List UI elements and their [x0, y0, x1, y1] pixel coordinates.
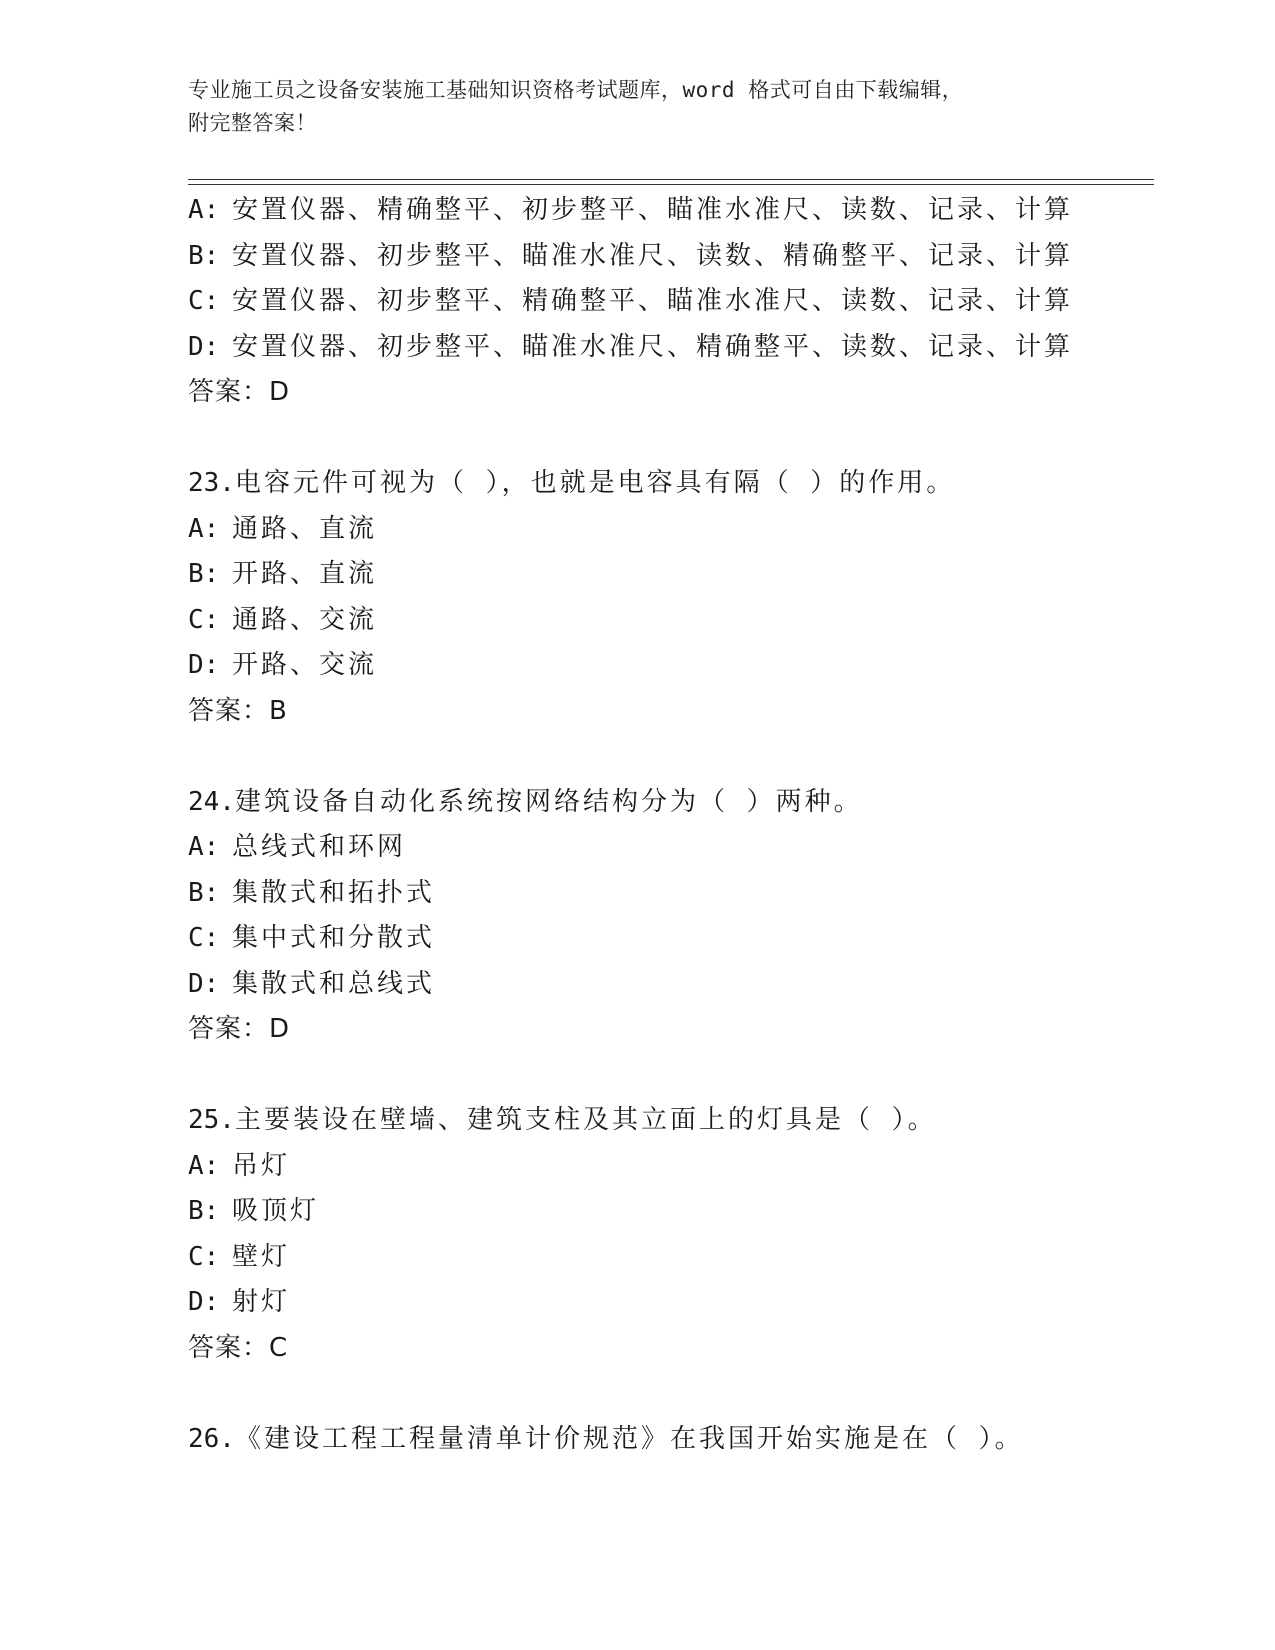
question-25 — [188, 1098, 1168, 1371]
spacer — [188, 1371, 1168, 1417]
answer: 答案：B — [188, 695, 288, 726]
question-text: 《建设工程工程量清单计价规范》在我国开始实施是在（ ）。 — [234, 1423, 1024, 1454]
option-b — [188, 552, 1168, 598]
option-a — [188, 1144, 1168, 1190]
option-text: 安置仪器、初步整平、瞄准水准尺、精确整平、读数、记录、计算 — [232, 331, 1074, 362]
option-prefix: A: — [188, 1150, 220, 1181]
question-24 — [188, 780, 1168, 1053]
answer: 答案：D — [188, 377, 291, 407]
document-header — [188, 74, 1068, 140]
option-prefix: C: — [188, 1241, 220, 1272]
option-text: 集中式和分散式 — [232, 923, 436, 953]
option-c — [188, 279, 1168, 325]
option-a — [188, 188, 1168, 234]
question-number: 26. — [188, 1423, 235, 1454]
option-text: 安置仪器、精确整平、初步整平、瞄准水准尺、读数、记录、计算 — [232, 195, 1074, 225]
header-line-2: 附完整答案！ — [188, 111, 317, 135]
question-text: 主要装设在壁墙、建筑支柱及其立面上的灯具是（ ）。 — [234, 1105, 937, 1135]
question-number: 25. — [188, 1105, 235, 1135]
option-prefix: B: — [188, 240, 220, 271]
option-text: 开路、直流 — [232, 559, 378, 589]
question-stem — [188, 1417, 1168, 1463]
spacer — [188, 416, 1168, 462]
question-list — [188, 188, 1168, 1462]
question-23 — [188, 461, 1168, 734]
option-prefix: D: — [188, 1287, 220, 1317]
question-26 — [188, 1417, 1168, 1463]
option-text: 安置仪器、初步整平、精确整平、瞄准水准尺、读数、记录、计算 — [232, 286, 1074, 316]
option-prefix: B: — [188, 877, 220, 908]
option-text: 吸顶灯 — [232, 1196, 320, 1226]
option-text: 壁灯 — [232, 1241, 291, 1272]
option-d — [188, 643, 1168, 689]
question-stem — [188, 461, 1168, 507]
option-text: 通路、直流 — [232, 513, 378, 544]
option-b — [188, 871, 1168, 917]
option-text: 总线式和环网 — [232, 832, 407, 862]
option-text: 射灯 — [232, 1287, 291, 1317]
option-b — [188, 234, 1168, 280]
question-text: 建筑设备自动化系统按网络结构分为（ ）两种。 — [234, 786, 863, 817]
option-prefix: B: — [188, 559, 220, 589]
option-d — [188, 1280, 1168, 1326]
option-prefix: A: — [188, 832, 220, 862]
answer: 答案：C — [188, 1332, 289, 1363]
option-prefix: A: — [188, 513, 220, 544]
header-line-1: 专业施工员之设备安装施工基础知识资格考试题库，word 格式可自由下载编辑， — [188, 78, 964, 102]
option-d — [188, 325, 1168, 371]
header-divider-bottom — [188, 184, 1154, 185]
option-prefix: D: — [188, 331, 220, 362]
option-text: 通路、交流 — [232, 604, 378, 635]
option-prefix: C: — [188, 286, 220, 316]
option-c — [188, 1235, 1168, 1281]
question-22 — [188, 188, 1168, 416]
option-d — [188, 962, 1168, 1008]
option-c — [188, 916, 1168, 962]
option-prefix: B: — [188, 1196, 220, 1226]
question-text: 电容元件可视为（ ），也就是电容具有隔（ ）的作用。 — [234, 468, 956, 498]
answer: 答案：D — [188, 1014, 291, 1044]
header-divider-top — [188, 179, 1154, 180]
question-stem — [188, 1098, 1168, 1144]
spacer — [188, 1053, 1168, 1099]
option-prefix: D: — [188, 968, 220, 999]
question-number: 23. — [188, 468, 235, 498]
option-text: 集散式和拓扑式 — [232, 877, 436, 908]
option-text: 吊灯 — [232, 1150, 291, 1181]
option-prefix: D: — [188, 650, 220, 680]
option-a — [188, 507, 1168, 553]
option-text: 安置仪器、初步整平、瞄准水准尺、读数、精确整平、记录、计算 — [232, 240, 1074, 271]
question-number: 24. — [188, 786, 235, 817]
option-prefix: C: — [188, 604, 220, 635]
option-prefix: A: — [188, 195, 220, 225]
option-text: 集散式和总线式 — [232, 968, 436, 999]
spacer — [188, 734, 1168, 780]
option-text: 开路、交流 — [232, 650, 378, 680]
question-stem — [188, 780, 1168, 826]
option-a — [188, 825, 1168, 871]
option-prefix: C: — [188, 923, 220, 953]
option-c — [188, 598, 1168, 644]
option-b — [188, 1189, 1168, 1235]
